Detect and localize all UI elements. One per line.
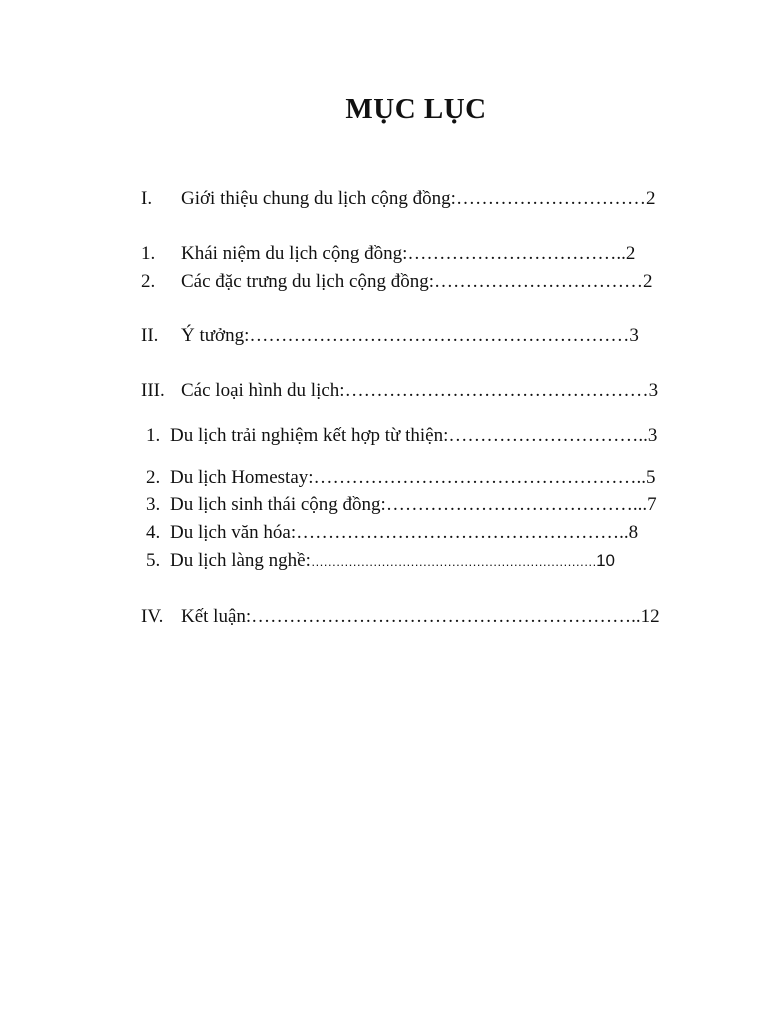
toc-entry-leader-dots: …………………………………………………………… xyxy=(310,554,597,569)
page-title: MỤC LỤC xyxy=(345,93,487,125)
toc-entry-number: 3. xyxy=(146,494,161,515)
toc-entry-number: III. xyxy=(141,380,165,401)
toc-entry-text: Ý tưởng:……………………………………………………3 xyxy=(181,325,639,346)
toc-entry-number: 4. xyxy=(146,522,161,543)
toc-entry-number: 2. xyxy=(141,271,156,292)
toc-entry-text: Giới thiệu chung du lịch cộng đồng:…………………………2 xyxy=(181,188,656,209)
toc-entry-text-group xyxy=(170,549,615,574)
toc-entry-text: Khái niệm du lịch cộng đồng:……………………………..2 xyxy=(181,243,636,264)
toc-entry-number: 1. xyxy=(141,243,156,264)
toc-entry-text: Du lịch văn hóa:……………………………………………..8 xyxy=(170,522,639,543)
toc-entry-text: Du lịch làng nghề: xyxy=(170,550,311,571)
toc-entry-text: Kết luận:……………………………………………………..12 xyxy=(181,606,660,627)
toc-entry-number: I. xyxy=(141,188,153,209)
toc-entry-number: II. xyxy=(141,325,159,346)
toc-entry-page-number: 10 xyxy=(596,551,616,570)
toc-entry-number: 1. xyxy=(146,425,161,446)
toc-entry-text: Du lịch trải nghiệm kết hợp từ thiện:…………………………..3 xyxy=(170,425,658,446)
toc-entry-number: 2. xyxy=(146,467,161,488)
toc-entry-number: 5. xyxy=(146,550,161,571)
toc-entry-text: Các loại hình du lịch:…………………………………………3 xyxy=(181,380,659,401)
toc-entry-number: IV. xyxy=(141,606,164,627)
toc-entry-text: Du lịch sinh thái cộng đồng:…………………………………...7 xyxy=(170,494,657,515)
toc-entry-text: Du lịch Homestay:……………………………………………..5 xyxy=(170,467,656,488)
toc-entry-text: Các đặc trưng du lịch cộng đồng:……………………………2 xyxy=(181,271,653,292)
